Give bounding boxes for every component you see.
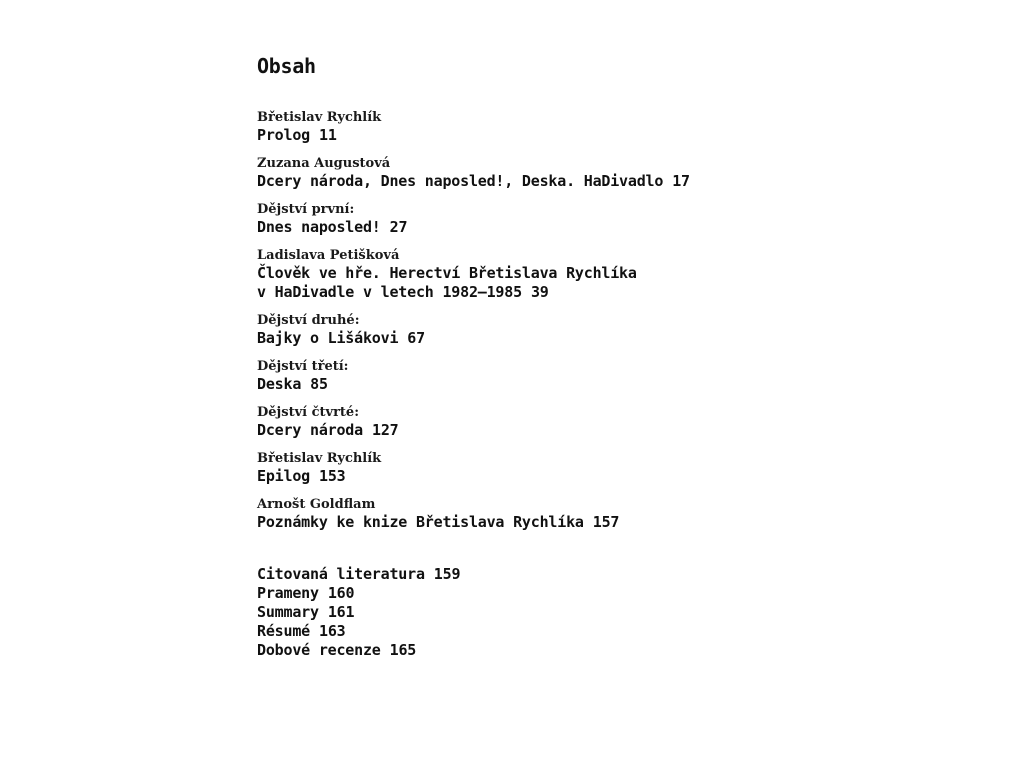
toc-entry-author: Ladislava Petišková (257, 248, 400, 263)
toc-entry-title-continued: v HaDivadle v letech 1982–1985 (257, 283, 522, 301)
appendix-item (257, 565, 957, 584)
toc-entry-title-line (257, 467, 957, 486)
toc-entry-title-line (257, 264, 957, 283)
toc-entry-title-line (257, 172, 957, 191)
toc-entry (257, 312, 957, 348)
appendix-item (257, 603, 957, 622)
toc-entry-title: Epilog (257, 467, 310, 485)
appendix-item-title: Résumé (257, 622, 310, 640)
appendix-item-page: 160 (327, 584, 355, 602)
toc-entry-page: 153 (319, 467, 346, 485)
toc-entry-page: 157 (592, 513, 620, 531)
toc-entry-author: Arnošt Goldflam (257, 497, 376, 512)
toc-entry-page: 17 (672, 172, 690, 190)
appendix-item (257, 584, 957, 603)
toc-entry (257, 155, 957, 191)
toc-entry-title-line (257, 421, 957, 440)
toc-entry-title: Prolog (257, 126, 310, 144)
page-title: Obsah (257, 54, 316, 78)
toc-entry (257, 109, 957, 145)
toc-entry-page: 11 (319, 126, 337, 144)
toc-entry-title-line (257, 375, 957, 394)
toc-entry-author: Dějství první: (257, 202, 355, 217)
toc-entry-author: Zuzana Augustová (257, 156, 391, 171)
toc-entry-title: Dcery národa (257, 421, 363, 439)
toc-entry-title-line (257, 329, 957, 348)
toc-entry-title-line (257, 126, 957, 145)
appendix-item-title: Prameny (257, 584, 319, 602)
toc-entry (257, 404, 957, 440)
appendix-item-title: Citovaná literatura (257, 565, 425, 583)
appendix-item (257, 622, 957, 641)
table-of-contents (257, 52, 957, 660)
toc-entry (257, 450, 957, 486)
toc-entry-page: 127 (371, 421, 399, 439)
toc-entry (257, 247, 957, 302)
toc-entry-title-line (257, 513, 957, 532)
toc-entry-title-line (257, 283, 957, 302)
toc-entry-author: Dějství čtvrté: (257, 405, 359, 420)
appendix-item (257, 641, 957, 660)
toc-entry-page: 27 (389, 218, 408, 236)
toc-entry-title: Bajky o Lišákovi (257, 329, 399, 347)
toc-entry (257, 201, 957, 237)
appendix-item-page: 163 (319, 622, 346, 640)
toc-entry-title: Dcery národa, Dnes naposled!, Deska. HaDivadlo (257, 172, 664, 190)
appendix-item-title: Summary (257, 603, 319, 621)
toc-entry-page: 39 (530, 283, 549, 301)
toc-entry-author: Dějství třetí: (257, 359, 349, 374)
toc-entry (257, 358, 957, 394)
appendix-item-page: 165 (389, 641, 417, 659)
toc-entry-author: Břetislav Rychlík (257, 451, 382, 466)
toc-entry-author: Břetislav Rychlík (257, 110, 382, 125)
toc-entry-title: Dnes naposled! (257, 218, 381, 236)
appendix-list (257, 565, 957, 660)
appendix-item-title: Dobové recenze (257, 641, 381, 659)
toc-entry-title: Deska (257, 375, 302, 393)
toc-entry-title-line (257, 218, 957, 237)
toc-entry-title: Člověk ve hře. Herectví Břetislava Rychlíka (257, 264, 637, 282)
appendix-item-page: 159 (433, 565, 461, 583)
toc-entry-title: Poznámky ke knize Břetislava Rychlíka (257, 513, 584, 531)
toc-entry (257, 496, 957, 532)
toc-entry-page: 85 (310, 375, 328, 393)
toc-entry-author: Dějství druhé: (257, 313, 360, 328)
appendix-item-page: 161 (327, 603, 355, 621)
toc-entry-page: 67 (407, 329, 425, 347)
